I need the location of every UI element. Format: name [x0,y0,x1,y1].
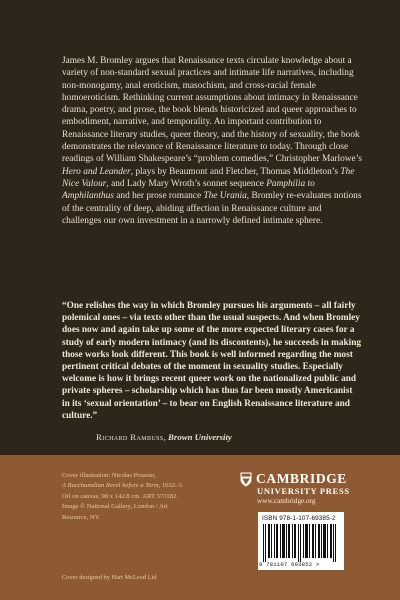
title-hero-and-leander: Hero and Leander [62,166,131,177]
credit-line: Oil on canvas, 98 x 142.8 cm. ART 373182. [62,492,178,500]
reviewer-name: Richard Rambuss [96,432,164,442]
cover-designer-credit: Cover designed by Hart McLeod Ltd [62,574,157,581]
credit-date: , 1632–3. [158,482,184,490]
isbn-label: ISBN 978-1-107-69385-2 [262,515,336,522]
credit-line: Image © National Gallery, London / Art [62,503,168,511]
credit-line: Resource, NY. [62,513,101,521]
credit-line [62,481,227,491]
title-urania: The Urania [203,191,247,202]
barcode-digits: 9 781107 693852 > [259,561,320,568]
description-text: James M. Bromley argues that Renaissance texts circulate knowledge about a variety of non-standard sexual practices and intimate life narratives, including non-monogamy, anal eroticism, masochism, and cross-racial female homoeroticism. Rethinking current assumptions about intimacy in Renaissance drama, poetry, and prose, the book blends historicized and queer approaches to embodiment, narrative, and temporality. An important contribution to Renaissance literary studies, queer theory, and the history of sexuality, the book demonstrates the relevance of Renaissance literature to today. Through close readings of William Shakespeare’s “problem comedies,” Christopher Marlowe’s [62,56,362,165]
reviewer-institution: Brown University [168,432,232,442]
publisher-subtitle: UNIVERSITY PRESS [257,486,350,496]
publisher-url: www.cambridge.org [257,497,316,505]
painting-title: A Bacchanalian Revel before a Term [62,482,159,490]
review-quote: “One relishes the way in which Bromley pursues his arguments – all fairly polemical ones – via texts other than the usual suspects. And when Bromley does now and again take up some of the more expected literary cases for a study of early modern intimacy (and its discontents), he succeeds in making those works look different. This book is well informed regarding the most pertinent critical debates of the moment in sexuality studies. Especially welcome is how it brings recent queer work on the nationalized public and private spheres – scholarship which has thus far been mostly Americanist in its ‘sexual orientation’ – to bear on English Renaissance literature and culture.” [62,301,362,421]
description-text: and her prose romance [113,191,204,202]
description-text: , Bromley re-evaluates notions of the centrality of deep, abiding affection in Renaissance culture and challenges our own investment in a narrowly defined intimate sphere. [62,191,362,226]
isbn-barcode-box [258,512,344,570]
title-nice-valour: The Nice Valour [62,166,355,189]
barcode-icon [261,524,341,562]
description-text: , plays by Beaumont and Fletcher, Thomas Middleton’s [130,166,341,177]
shield-icon [240,472,252,487]
cover-illustration-credit [62,471,227,523]
attribution-separator: , [163,432,169,442]
title-pamphilia: Pamphilia to Amphilanthus [62,178,315,202]
book-description [62,55,362,227]
quote-attribution [96,432,232,442]
publisher-name: CAMBRIDGE [256,471,347,486]
description-text: , and Lady Mary Wroth’s sonnet sequence [106,178,267,189]
credit-line: Cover illustration: Nicolas Poussin, [62,472,156,479]
